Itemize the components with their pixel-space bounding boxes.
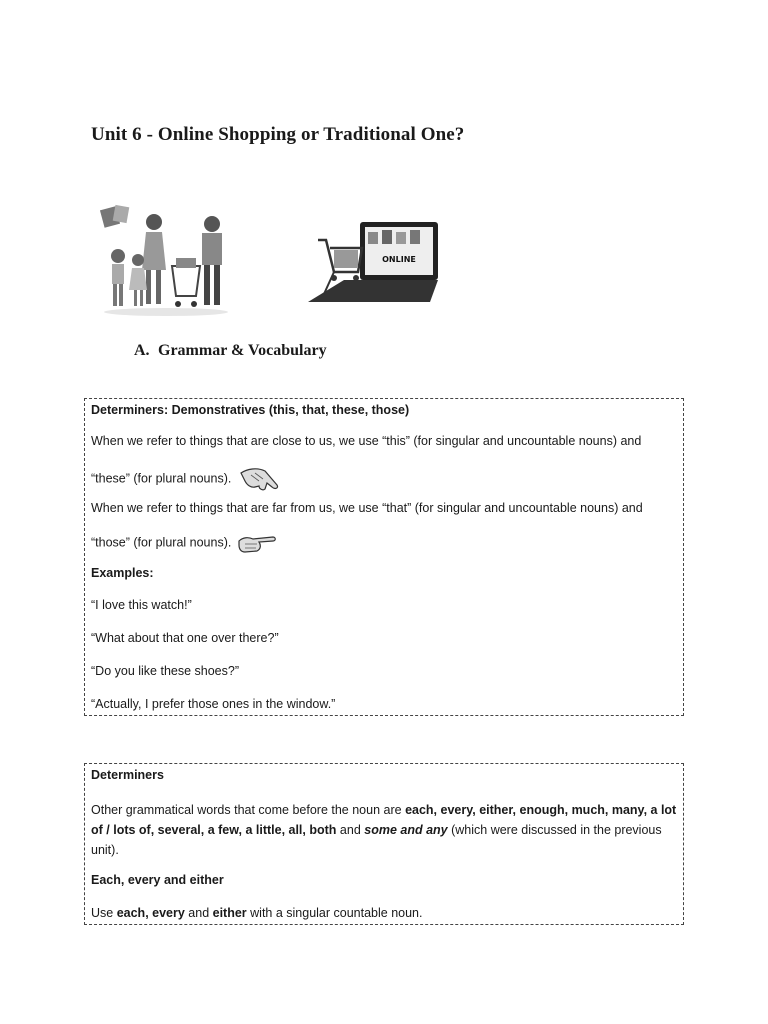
rule-close-text: When we refer to things that are close to us, we use “this” (for singular and uncountable nouns) and [91, 434, 642, 448]
rule-far-text: When we refer to things that are far from us, we use “that” (for singular and uncountable nouns) and [91, 501, 643, 515]
para-end: (which were discussed in the previous unit). [91, 823, 662, 857]
usage-either: either [212, 906, 247, 920]
demonstratives-box [84, 398, 684, 716]
laptop-screen-label: ONLINE [382, 255, 416, 264]
determiners-box [84, 763, 684, 925]
section-marker: A. [134, 342, 150, 359]
usage-start: Use [91, 906, 117, 920]
pointing-hand-down-icon [237, 465, 283, 493]
family-shopping-illustration [96, 200, 236, 318]
laptop-online-shopping-illustration [304, 218, 444, 308]
usage-rule [91, 905, 677, 922]
example-item: “I love this watch!” [91, 598, 192, 612]
pointing-hand-right-icon [237, 531, 277, 555]
rule-far-plural: “those” (for plural nouns). [91, 535, 232, 550]
subheading-each-every-either: Each, every and either [91, 873, 224, 887]
examples-label: Examples: [91, 566, 154, 580]
example-item: “Do you like these shoes?” [91, 664, 239, 678]
box-heading: Determiners [91, 768, 164, 782]
determiners-paragraph [91, 800, 677, 860]
rule-close-text-cont [91, 465, 677, 493]
example-item: “Actually, I prefer those ones in the window.” [91, 697, 336, 711]
rule-close-plural: “these” (for plural nouns). [91, 471, 232, 486]
box-heading: Determiners: Demonstratives (this, that, these, those) [91, 403, 410, 417]
para-start: Other grammatical words that come before the noun [91, 803, 384, 817]
page-title: Unit 6 - Online Shopping or Traditional One? [91, 124, 465, 145]
section-heading-grammar-vocabulary [134, 342, 327, 360]
usage-each-every: each, every [116, 906, 185, 920]
usage-end: with a singular countable noun. [246, 906, 423, 920]
usage-mid: and [184, 906, 213, 920]
para-some-and-any: some and any [364, 823, 448, 837]
rule-far-text-cont [91, 531, 677, 555]
example-item: “What about that one over there?” [91, 631, 279, 645]
para-determiner-list: each, every, either, enough, much, many, a lot of / lots of, several, a few, a little, all, both [91, 803, 677, 837]
section-heading-text: Grammar & Vocabulary [158, 342, 327, 359]
para-are: are [383, 803, 402, 817]
para-and: and [336, 823, 365, 837]
